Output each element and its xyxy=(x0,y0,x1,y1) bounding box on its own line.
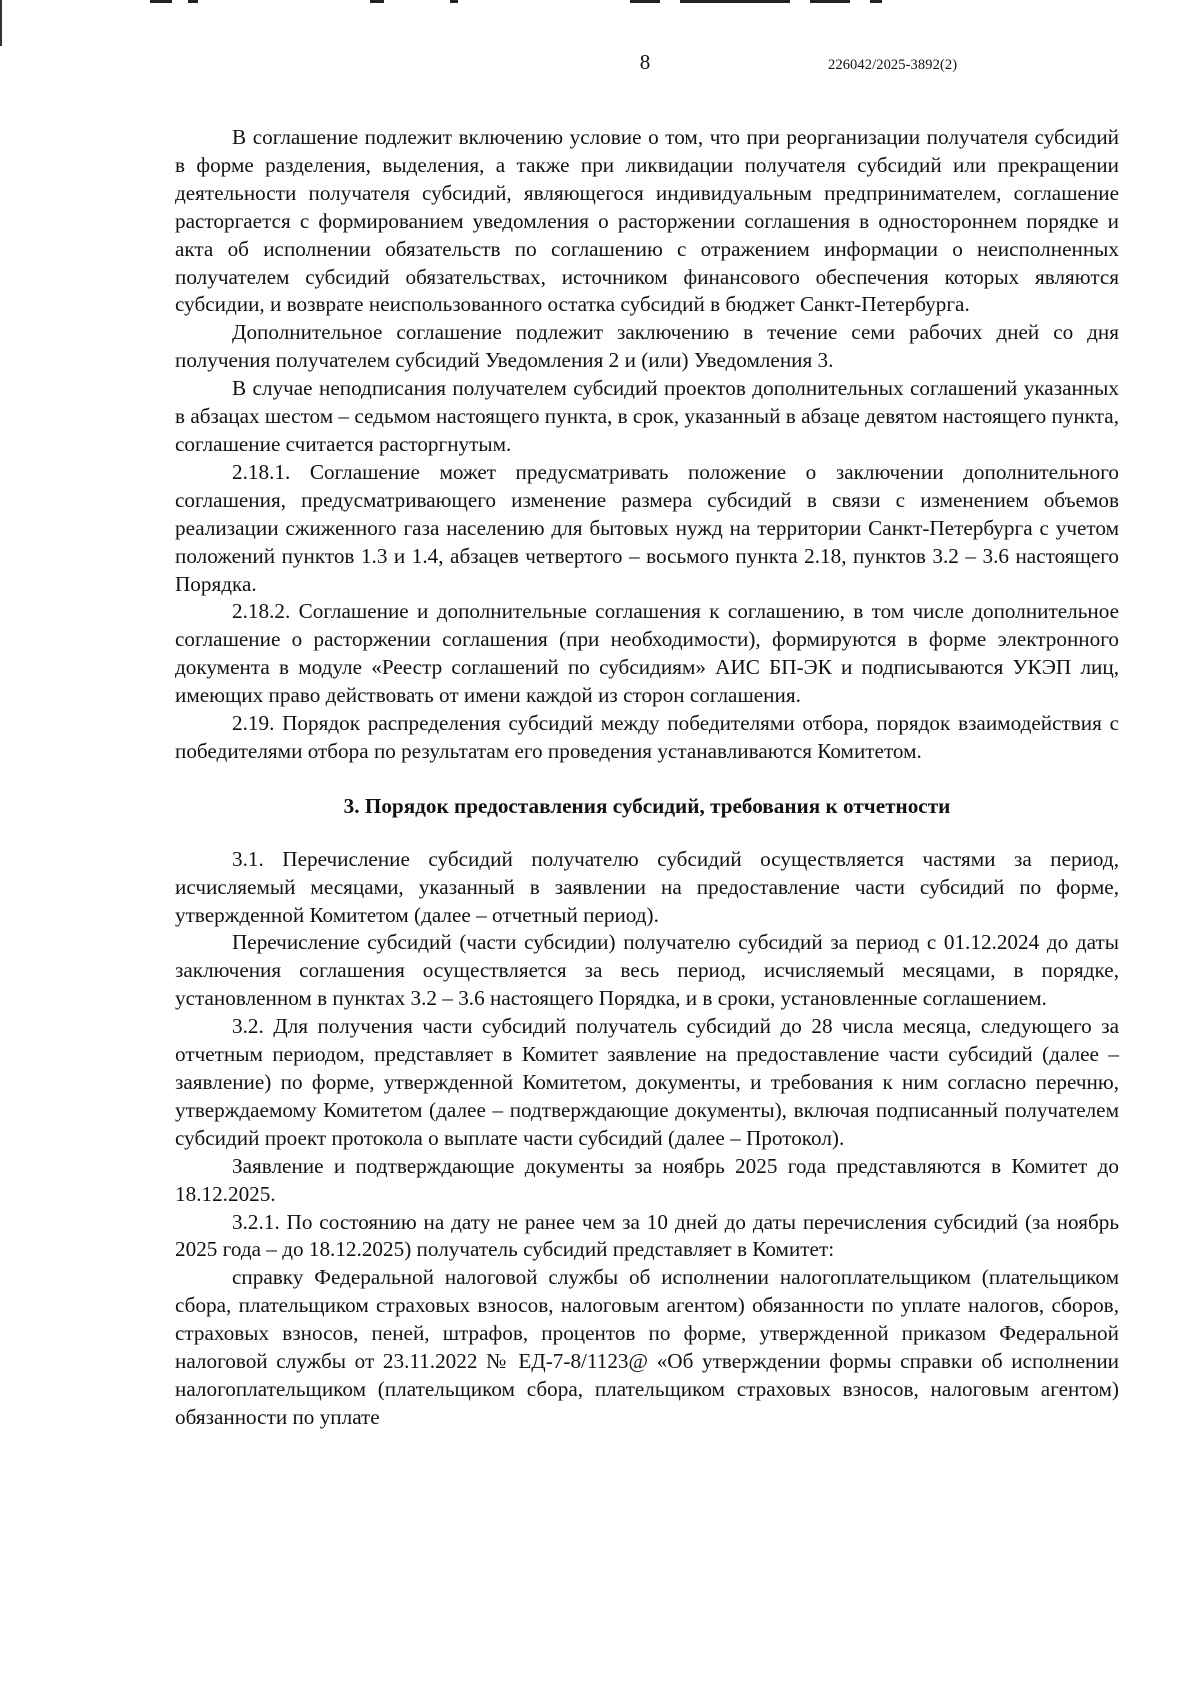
paragraph: справку Федеральной налоговой службы об исполнении налогоплательщиком (плательщиком сбора, плательщиком страховых взносов, налоговым агентом) обязанности по уплате налогов, сборов, страховых взносов, пеней, штрафов, процентов по форме, утвержденной приказом Федеральной налоговой службы от 23.11.2022 № ЕД-7-8/1123@ «Об утверждении формы справки об исполнении налогоплательщиком (плательщиком сбора, плательщиком страховых взносов, налоговым агентом) обязанности по уплате xyxy=(175,1265,1119,1429)
paragraph: 2.18.1. Соглашение может предусматривать положение о заключении дополнительного соглашения, предусматривающего изменение размера субсидий в связи с изменением объемов реализации сжиженного газа населению для бытовых нужд на территории Санкт-Петербурга с учетом положений пунктов 1.3 и 1.4, абзацев четвертого – восьмого пункта 2.18, пунктов 3.2 – 3.6 настоящего Порядка. xyxy=(175,459,1119,596)
paragraph: В случае неподписания получателем субсидий проектов дополнительных соглашений указанных в абзацах шестом – седьмом настоящего пункта, в срок, указанный в абзаце девятом настоящего пункта, соглашение считается расторгнутым. xyxy=(175,376,1119,456)
scan-edge-mark xyxy=(0,0,2,46)
paragraph: 2.18.2. Соглашение и дополнительные соглашения к соглашению, в том числе дополнительное соглашение о расторжении соглашения (при необходимости), формируются в форме электронного документа в модуле «Реестр соглашений по субсидиям» АИС БП-ЭК и подписываются УКЭП лиц, имеющих право действовать от имени каждой из сторон соглашения. xyxy=(175,599,1119,708)
document-body xyxy=(175,124,1119,1432)
paragraph: 3.2. Для получения части субсидий получатель субсидий до 28 числа месяца, следующего за отчетным периодом, представляет в Комитет заявление на предоставление части субсидий (далее – заявление) по форме, утвержденной Комитетом, документы, и требования к ним согласно перечню, утверждаемому Комитетом (далее – подтверждающие документы), включая подписанный получателем субсидий проект протокола о выплате части субсидий (далее – Протокол). xyxy=(175,1014,1119,1150)
scan-top-artifact xyxy=(150,0,890,4)
paragraph: В соглашение подлежит включению условие о том, что при реорганизации получателя субсидий в форме разделения, выделения, а также при ликвидации получателя субсидий или прекращении деятельности получателя субсидий, являющегося индивидуальным предпринимателем, соглашение расторгается с формированием уведомления о расторжении соглашения в одностороннем порядке и акта об исполнении обязательств по соглашению с отражением информации о неисполненных получателем субсидий обязательствах, источником финансового обеспечения которых являются субсидии, и возврате неиспользованного остатка субсидий в бюджет Санкт-Петербурга. xyxy=(175,125,1119,317)
section-heading: 3. Порядок предоставления субсидий, требования к отчетности xyxy=(343,793,951,818)
paragraph: Перечисление субсидий (части субсидии) получателю субсидий за период с 01.12.2024 до даты заключения соглашения осуществляется за весь период, исчисляемый месяцами, в порядке, установленном в пунктах 3.2 – 3.6 настоящего Порядка, и в сроки, установленные соглашением. xyxy=(175,930,1119,1011)
document-id: 226042/2025-3892(2) xyxy=(828,57,958,73)
paragraph: Заявление и подтверждающие документы за ноябрь 2025 года представляются в Комитет до 18.12.2025. xyxy=(175,1153,1119,1206)
page-number: 8 xyxy=(639,50,651,74)
paragraph: 2.19. Порядок распределения субсидий между победителями отбора, порядок взаимодействия с победителями отбора по результатам его проведения устанавливаются Комитетом. xyxy=(175,711,1119,763)
paragraph: 3.1. Перечисление субсидий получателю субсидий осуществляется частями за период, исчисляемый месяцами, указанный в заявлении на предоставление части субсидий по форме, утвержденной Комитетом (далее – отчетный период). xyxy=(175,846,1119,927)
paragraph: Дополнительное соглашение подлежит заключению в течение семи рабочих дней со дня получения получателем субсидий Уведомления 2 и (или) Уведомления 3. xyxy=(175,320,1119,373)
paragraph: 3.2.1. По состоянию на дату не ранее чем за 10 дней до даты перечисления субсидий (за ноябрь 2025 года – до 18.12.2025) получатель субсидий представляет в Комитет: xyxy=(175,1209,1119,1262)
